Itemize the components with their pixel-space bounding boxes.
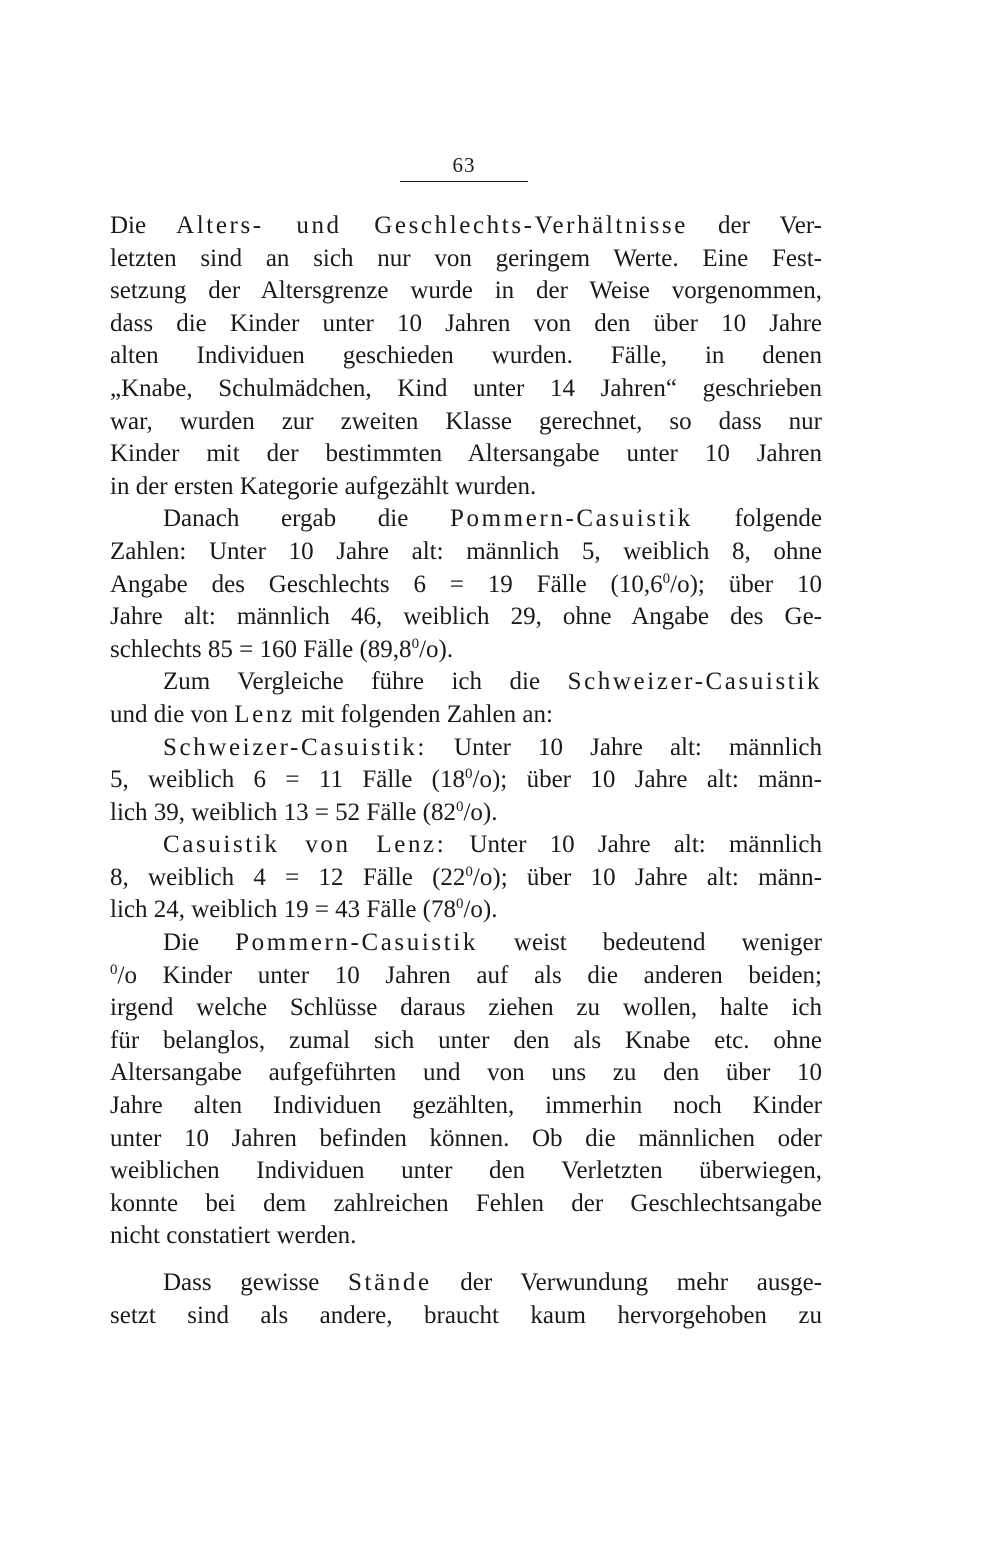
paragraph-gap xyxy=(110,1253,822,1267)
text-run: /o); über 10 Jahre alt: männ- xyxy=(472,863,822,891)
text-run: konnte bei dem zahlreichen Fehlen der Geschlechtsangabe xyxy=(110,1189,822,1217)
text-line xyxy=(110,275,822,308)
superscript: 0 xyxy=(110,961,118,978)
text-line xyxy=(110,732,822,765)
text-line xyxy=(110,829,822,862)
text-line xyxy=(110,569,822,602)
text-line xyxy=(110,1025,822,1058)
text-run: /o). xyxy=(463,896,498,924)
spaced-term: Schweizer-Casuistik: xyxy=(163,733,427,761)
superscript: 0 xyxy=(411,635,420,652)
spaced-term: Pommern-Casuistik xyxy=(235,929,478,957)
text-line xyxy=(110,862,822,895)
superscript: 0 xyxy=(465,863,473,880)
text-run: /o); über 10 xyxy=(670,570,823,598)
text-line xyxy=(110,406,822,439)
text-line xyxy=(110,536,822,569)
text-run: nicht constatiert werden. xyxy=(110,1222,357,1250)
body-text xyxy=(110,210,822,1332)
text-line xyxy=(110,634,822,667)
text-run: Zahlen: Unter 10 Jahre alt: männlich 5, weiblich 8, ohne xyxy=(110,537,822,565)
header-rule xyxy=(400,181,528,182)
text-run: Die xyxy=(163,929,236,957)
text-line xyxy=(110,699,822,732)
spaced-term: Stände xyxy=(348,1269,432,1296)
text-line xyxy=(110,340,822,373)
text-line xyxy=(110,601,822,634)
spaced-term: Casuistik von Lenz: xyxy=(163,831,447,859)
text-run: weist bedeutend weniger xyxy=(477,929,822,957)
text-run: der Ver- xyxy=(687,212,822,239)
superscript: 0 xyxy=(455,896,464,913)
text-run: letzten sind an sich nur von geringem Werte. Eine Fest- xyxy=(110,244,822,272)
text-run: Kinder mit der bestimmten Altersangabe unter 10 Jahren xyxy=(110,440,822,468)
spaced-term: Lenz xyxy=(234,700,295,728)
text-run: 8, weiblich 4 = 12 Fälle (22 xyxy=(110,863,466,891)
text-run: /o). xyxy=(419,635,454,663)
text-line xyxy=(110,1300,822,1333)
text-run: war, wurden zur zweiten Klasse gerechnet, so dass nur xyxy=(110,407,822,435)
page-number: 63 xyxy=(452,153,476,177)
text-line xyxy=(110,1155,822,1188)
text-line xyxy=(110,666,822,699)
text-line xyxy=(110,438,822,471)
text-run: /o Kinder unter 10 Jahren auf als die anderen beiden; xyxy=(117,961,822,989)
text-run: lich 39, weiblich 13 = 52 Fälle (82 xyxy=(110,798,456,826)
text-line xyxy=(110,797,822,830)
text-run: weiblichen Individuen unter den Verletzten überwiegen, xyxy=(110,1157,822,1185)
text-line xyxy=(110,1123,822,1156)
text-run: Unter 10 Jahre alt: männlich xyxy=(446,831,822,859)
text-run: /o); über 10 Jahre alt: männ- xyxy=(472,766,822,794)
text-line xyxy=(110,764,822,797)
text-line xyxy=(110,210,822,243)
spaced-term: Pommern-Casuistik xyxy=(450,505,693,533)
text-run: 5, weiblich 6 = 11 Fälle (18 xyxy=(110,766,465,794)
text-line xyxy=(110,1188,822,1221)
text-line xyxy=(110,927,822,960)
text-line xyxy=(110,1220,822,1253)
text-run: folgende xyxy=(692,505,822,533)
text-run: mit folgenden Zahlen an: xyxy=(294,700,553,728)
text-line xyxy=(110,503,822,536)
text-run: Angabe des Geschlechts 6 = 19 Fälle (10,6 xyxy=(110,570,663,598)
text-run: Jahre alt: männlich 46, weiblich 29, ohne Angabe des Ge- xyxy=(110,603,822,631)
text-run: dass die Kinder unter 10 Jahren von den über 10 Jahre xyxy=(110,309,822,337)
spaced-term: Alters- und Geschlechts-Verhältnisse xyxy=(176,212,688,239)
text-run: in der ersten Kategorie aufgezählt wurden. xyxy=(110,472,537,500)
spaced-term: Schweizer-Casuistik xyxy=(567,668,822,696)
text-run: Altersangabe aufgeführten und von uns zu den über 10 xyxy=(110,1059,822,1087)
text-line xyxy=(110,243,822,276)
text-line xyxy=(110,894,822,927)
text-run: Jahre alten Individuen gezählten, immerhin noch Kinder xyxy=(110,1092,822,1120)
text-run: Zum Vergleiche führe ich die xyxy=(163,668,568,696)
superscript: 0 xyxy=(455,798,464,815)
text-run: lich 24, weiblich 19 = 43 Fälle (78 xyxy=(110,896,456,924)
text-run: Dass gewisse xyxy=(163,1269,349,1296)
text-run: alten Individuen geschieden wurden. Fälle, in denen xyxy=(110,342,822,370)
text-line xyxy=(110,308,822,341)
text-run: schlechts 85 = 160 Fälle (89,8 xyxy=(110,635,412,663)
text-run: /o). xyxy=(463,798,498,826)
text-run: irgend welche Schlüsse daraus ziehen zu wollen, halte ich xyxy=(110,994,822,1022)
text-line xyxy=(110,1267,822,1300)
text-line xyxy=(110,992,822,1025)
text-run: setzung der Altersgrenze wurde in der Weise vorgenommen, xyxy=(110,277,822,305)
text-line xyxy=(110,373,822,406)
text-line xyxy=(110,471,822,504)
text-line xyxy=(110,960,822,993)
text-run: unter 10 Jahren befinden können. Ob die männlichen oder xyxy=(110,1124,822,1152)
text-run: für belanglos, zumal sich unter den als Knabe etc. ohne xyxy=(110,1026,822,1054)
text-run: und die von xyxy=(110,700,235,728)
superscript: 0 xyxy=(662,570,671,587)
superscript: 0 xyxy=(465,766,473,783)
text-run: der Verwundung mehr ausge- xyxy=(431,1269,823,1296)
text-line xyxy=(110,1057,822,1090)
text-run: Die xyxy=(110,212,177,239)
text-run: „Knabe, Schulmädchen, Kind unter 14 Jahren“ geschrieben xyxy=(110,374,822,402)
text-run: Unter 10 Jahre alt: männlich xyxy=(426,733,822,761)
text-line xyxy=(110,1090,822,1123)
text-run: setzt sind als andere, braucht kaum hervorgehoben zu xyxy=(110,1301,822,1329)
text-run: Danach ergab die xyxy=(163,505,451,533)
